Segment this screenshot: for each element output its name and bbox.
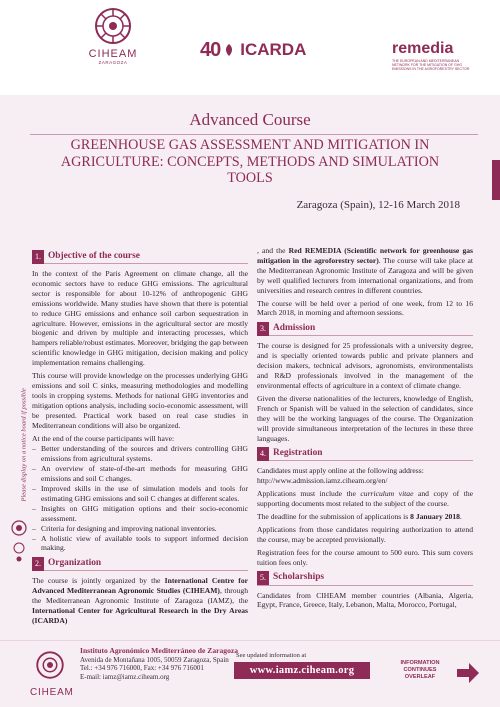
paragraph: In the context of the Paris Agreement on climate change, all the economic sectors have to reduce GHG emissions. The agricultural sector is responsible for about 10-12% of anthropogenic GHG emissions worldwide. Many studies have shown that there is potential to reduce GHG emissions and enhance soil carbon sequestration in agriculture. However, emissions in the agricultural sector are mostly biogenic and driven by multiple and interacting processes, which hampers reliable/robust estimates. Moreover, bridging the gap between scientific knowledge in GHG mitigation, decision making and policy implementation remains challenging. bbox=[32, 269, 248, 368]
header bbox=[0, 0, 500, 95]
address-line: Avenida de Montañana 1005, 50059 Zaragoza, Spain bbox=[80, 655, 229, 664]
text-span: . The course will take place at the Mediterranean Agronomic Institute of Zaragoza and will be given by well qualified lecturers from international organizations, and from universities and research centres in different countries. bbox=[257, 255, 473, 295]
overleaf-line: CONTINUES bbox=[403, 667, 437, 673]
footer-ciheam-logo bbox=[30, 650, 74, 698]
list-item: – Improved skills in the use of simulation models and tools for estimating GHG emissions and soil C changes at different scales. bbox=[32, 484, 248, 504]
accent-bar bbox=[492, 160, 500, 200]
text-span: , and the bbox=[257, 246, 289, 255]
bold-span: International Centre for Advanced Mediterranean Agronomic Studies (CIHEAM) bbox=[32, 576, 248, 596]
course-title: GREENHOUSE GAS ASSESSMENT AND MITIGATION IN AGRICULTURE: CONCEPTS, METHODS AND SIMULATION TOOLS bbox=[60, 137, 440, 186]
icarda-anniversary: 40 bbox=[200, 38, 221, 61]
footer-web bbox=[234, 652, 370, 679]
email-line[interactable]: E-mail: iamz@iamz.ciheam.org bbox=[80, 672, 170, 681]
paragraph: The course will be held over a period of one week, from 12 to 16 March 2018, in morning and afternoon sessions. bbox=[257, 298, 473, 318]
overleaf-line: INFORMATION bbox=[400, 660, 440, 666]
section-title: Admission bbox=[273, 322, 316, 333]
overleaf-line: OVERLEAF bbox=[404, 674, 436, 680]
ciheam-logo bbox=[86, 6, 140, 86]
overleaf-note bbox=[392, 660, 448, 681]
left-column bbox=[32, 246, 248, 629]
section-title: Objective of the course bbox=[48, 250, 140, 261]
section-title: Registration bbox=[273, 447, 323, 458]
course-type: Advanced Course bbox=[189, 110, 311, 129]
paragraph bbox=[257, 489, 473, 509]
list-item: – A holistic view of available tools to support informed decision making. bbox=[32, 534, 248, 554]
ciheam-emblem-icon bbox=[35, 650, 65, 680]
section-number: 4. bbox=[257, 447, 269, 461]
ciheam-logo-name: CIHEAM bbox=[88, 48, 138, 60]
list-item: – Better understanding of the sources and drivers controlling GHG emissions from agricultural systems. bbox=[32, 444, 248, 464]
list-item: – Insights on GHG mitigation options and their socio-economic assessment. bbox=[32, 504, 248, 524]
title-divider bbox=[30, 134, 478, 135]
paragraph: This course will provide knowledge on the processes underlying GHG emissions and soil C sinks, measuring methodologies and modelling tools in cropping systems. Methods for national GHG inventories and mitigation options analysis, including socio-economic assessment, will be presented. Practical work based on real case studies in Mediterranean conditions will also be organized. bbox=[32, 371, 248, 430]
bold-span: International Center for Agricultural Research in the Dry Areas (ICARDA) bbox=[32, 606, 248, 625]
objectives-list bbox=[32, 444, 248, 553]
decorative-ornament-icon bbox=[9, 518, 29, 563]
text-span: The course is jointly organized by the bbox=[32, 576, 165, 586]
italic-span: curriculum vitae bbox=[360, 489, 414, 499]
paragraph: Candidates must apply online at the following address: bbox=[257, 466, 424, 476]
list-item: – Criteria for designing and improving national inventories. bbox=[32, 524, 248, 534]
section-title: Organization bbox=[48, 557, 102, 568]
icarda-leaf-icon bbox=[222, 43, 236, 57]
ciheam-logo-sub: ZARAGOZA bbox=[98, 60, 128, 65]
section-header-scholarships bbox=[257, 572, 473, 586]
side-note-text: Please display on a notice board if possible bbox=[20, 388, 28, 502]
text-span: and copy of the supporting documents most related to the subject of the course. bbox=[257, 489, 473, 509]
paragraph-organization-cont bbox=[257, 246, 473, 296]
section-header-registration bbox=[257, 447, 473, 461]
section-header-objective bbox=[32, 250, 248, 264]
remedia-name: remedia bbox=[392, 40, 454, 57]
icarda-name: ICARDA bbox=[240, 40, 307, 59]
paragraph: Registration fees for the course amount to 500 euro. This sum covers tuition fees only. bbox=[257, 547, 473, 567]
text-span: Applications must include the bbox=[257, 489, 361, 499]
section-title: Scholarships bbox=[273, 572, 325, 583]
ciheam-emblem-icon bbox=[93, 6, 133, 46]
side-note bbox=[14, 368, 28, 518]
web-label: See updated information at bbox=[236, 652, 307, 659]
remedia-sub: THE EUROPEAN AND MEDITERRANEAN NETWORK FOR THE MITIGATION OF GHG EMISSIONS IN THE AGROFORESTRY SECTOR bbox=[392, 59, 470, 71]
paragraph: Applications from those candidates requiring authorization to attend the course, may be accepted provisionally. bbox=[257, 524, 473, 544]
registration-url[interactable]: http://www.admission.iamz.ciheam.org/en/ bbox=[257, 476, 388, 486]
paragraph: The course is designed for 25 professionals with a university degree, and is specially oriented towards public and private planners and decision makers, technical advisors, agronomists, environmentalists and R&D professionals involved in the management of the environmental effects of agriculture in a context of climate change. bbox=[257, 341, 473, 390]
paragraph-organization bbox=[32, 576, 248, 626]
footer-address bbox=[80, 647, 240, 681]
paragraph: Given the diverse nationalities of the lecturers, knowledge of English, French or Spanish will be valued in the selection of candidates, since they will be the working languages of the course. The Organization will provide simultaneous interpretation of the lectures in these three languages. bbox=[257, 393, 473, 443]
institute-name: Instituto Agronómico Mediterráneo de Zaragoza bbox=[80, 646, 239, 655]
paragraph: Candidates from CIHEAM member countries (Albania, Algeria, Egypt, France, Greece, Italy, Lebanon, Malta, Morocco, Portugal, bbox=[257, 590, 473, 610]
footer-logo-name: CIHEAM bbox=[30, 687, 74, 698]
bold-span: Red REMEDIA (Scientific network for greenhouse gas mitigation in the agroforestry sector) bbox=[257, 246, 473, 265]
section-number: 5. bbox=[257, 571, 269, 585]
icarda-logo bbox=[200, 38, 306, 62]
remedia-logo bbox=[392, 40, 472, 71]
section-header-admission bbox=[257, 322, 473, 336]
text-span: , through the Mediterranean Agronomic Institute of Zaragoza (IAMZ), the bbox=[32, 586, 248, 606]
web-url-link[interactable]: www.iamz.ciheam.org bbox=[234, 662, 370, 679]
section-number: 2. bbox=[32, 557, 44, 571]
phone-line: Tel.: +34 976 716000, Fax: +34 976 716001 bbox=[80, 664, 204, 673]
section-header-organization bbox=[32, 557, 248, 571]
arrow-right-icon bbox=[455, 660, 481, 686]
paragraph-deadline bbox=[257, 512, 473, 522]
section-number: 1. bbox=[32, 250, 44, 264]
place-date: Zaragoza (Spain), 12-16 March 2018 bbox=[296, 199, 460, 211]
section-number: 3. bbox=[257, 322, 269, 336]
text-span: . bbox=[459, 512, 462, 522]
text-span: The deadline for the submission of applications is bbox=[257, 512, 411, 522]
list-item: – An overview of state-of-the-art methods for measuring GHG emissions and soil C changes. bbox=[32, 464, 248, 484]
right-column bbox=[257, 246, 473, 613]
paragraph: At the end of the course participants will have: bbox=[32, 433, 175, 443]
bold-span: 8 January 2018 bbox=[410, 512, 460, 522]
